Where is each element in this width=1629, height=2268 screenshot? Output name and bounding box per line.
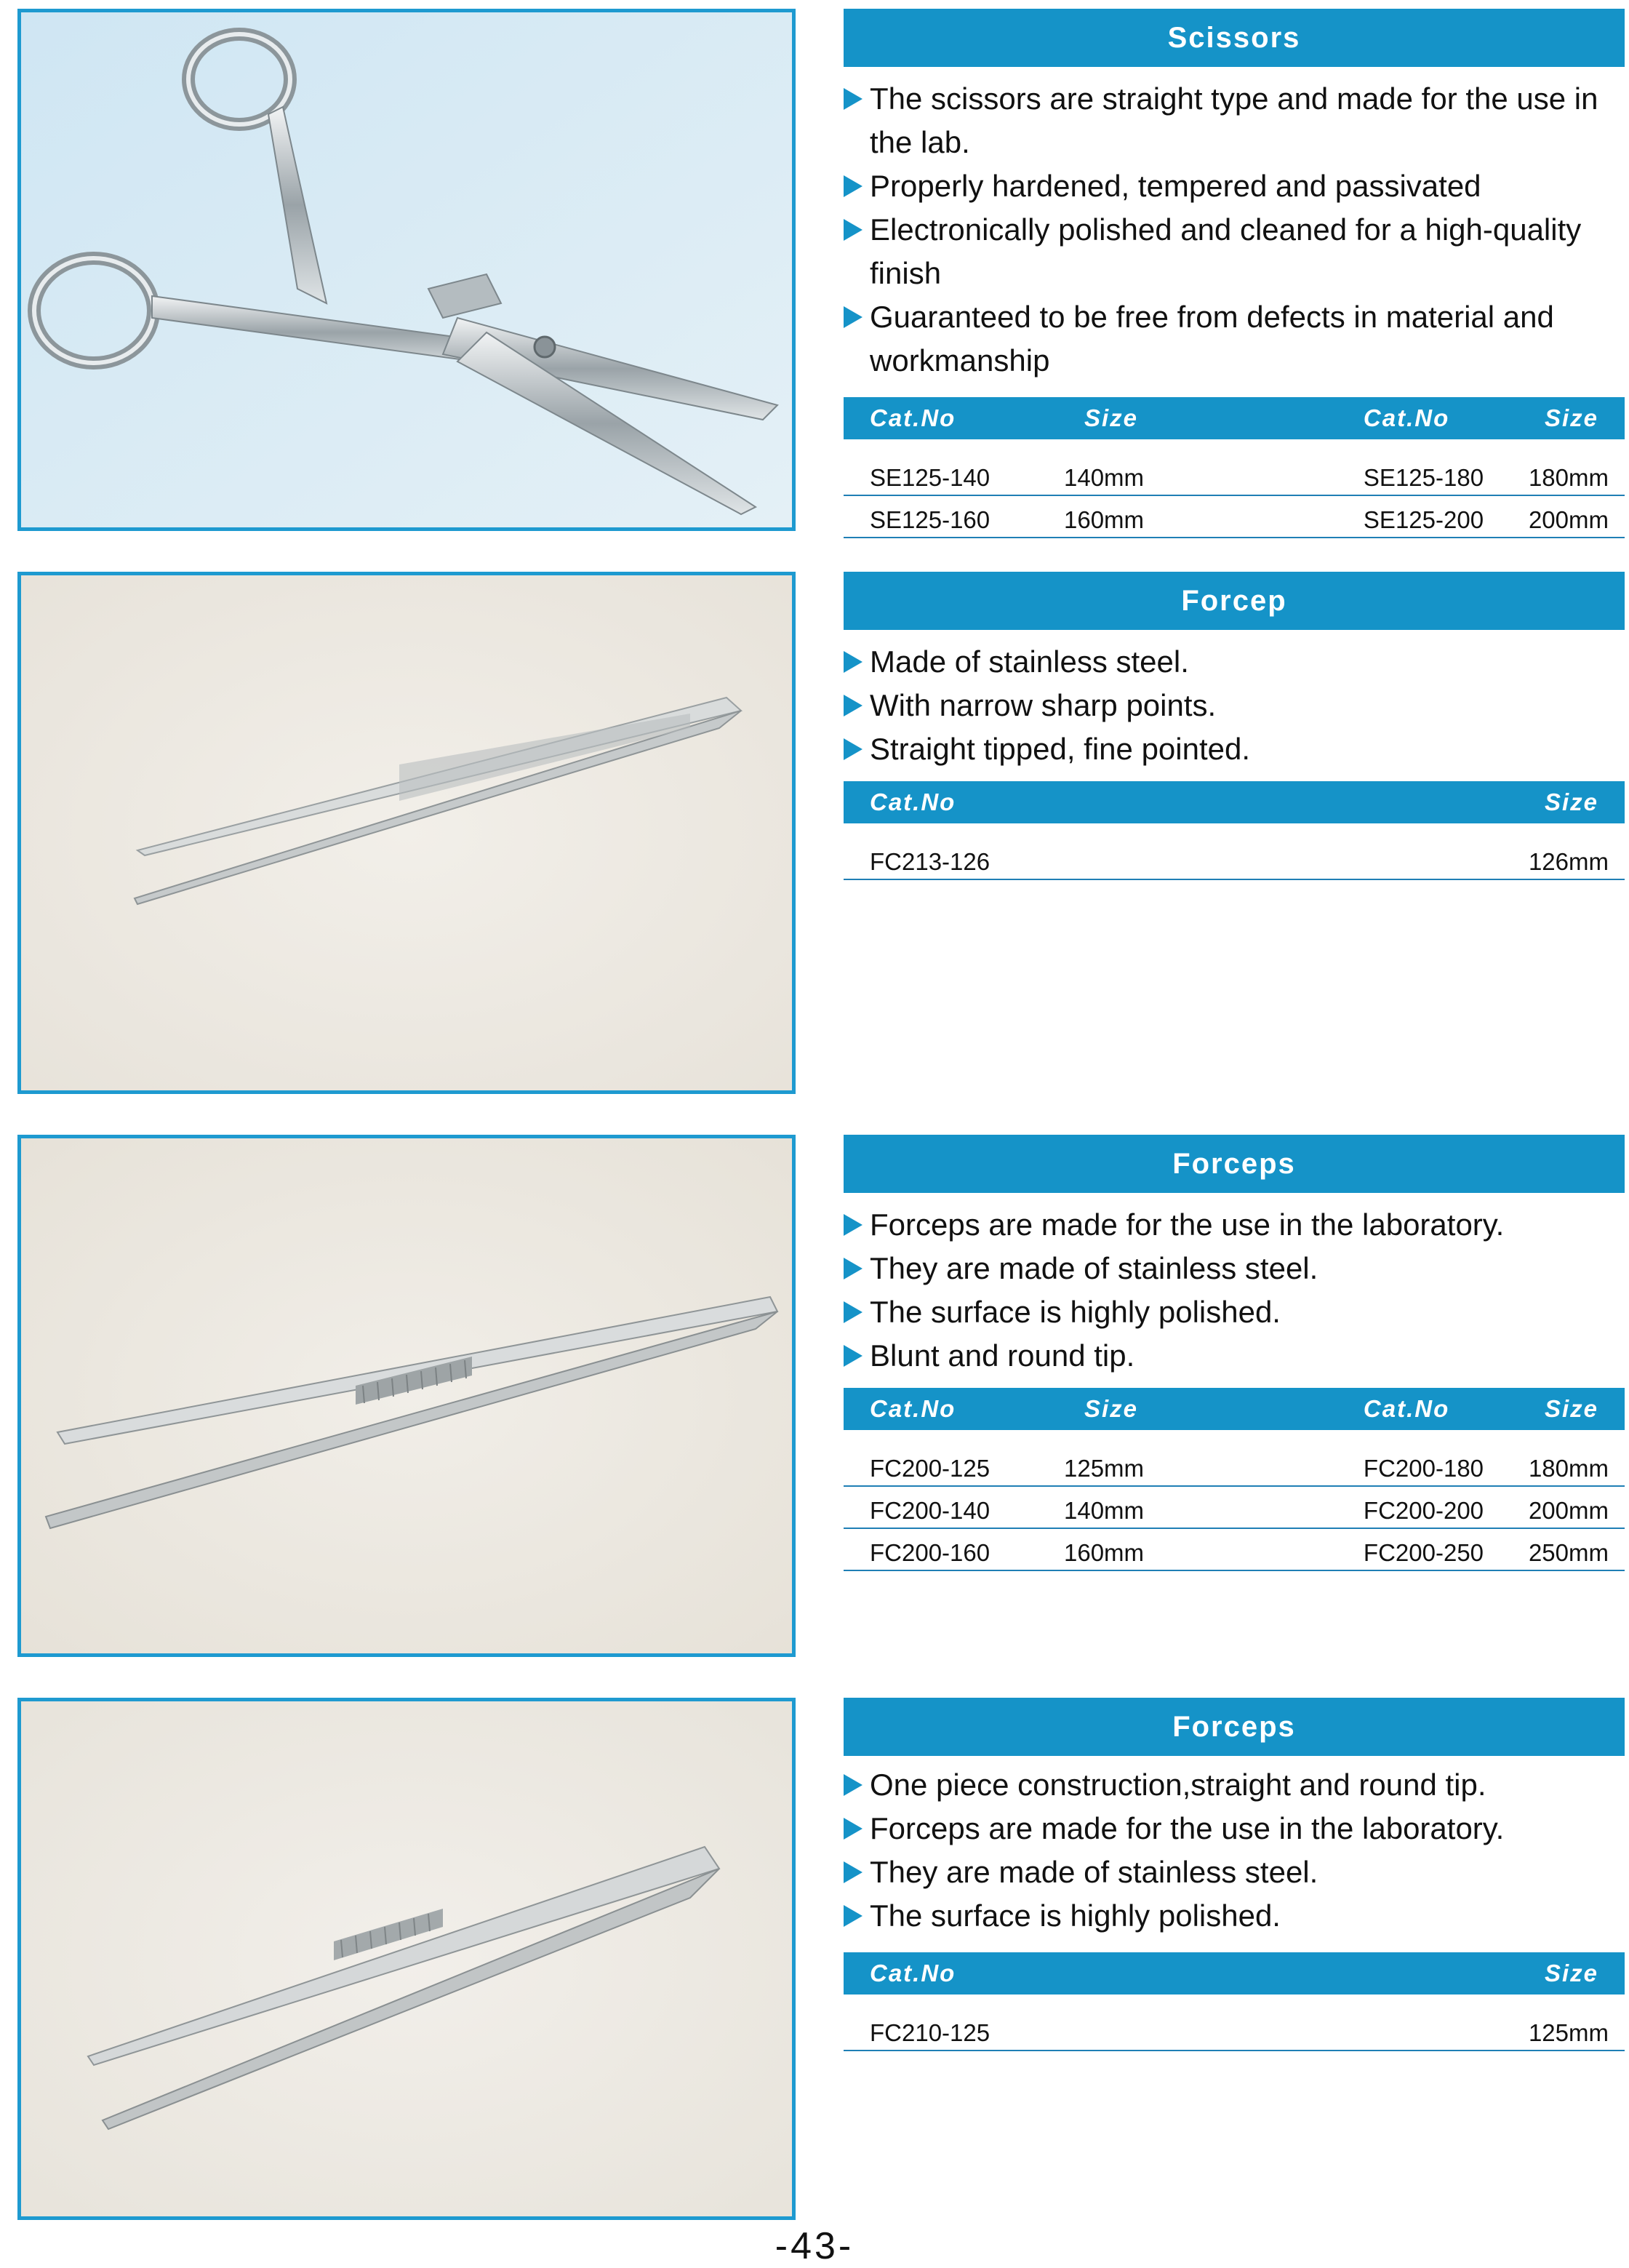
triangle-bullet-icon [844,1774,862,1796]
cell-cat-no: FC210-125 [844,1995,1315,2051]
feature-item: Blunt and round tip. [844,1334,1625,1378]
cell-cat-no: FC200-160 [844,1528,1035,1570]
triangle-bullet-icon [844,1214,862,1236]
triangle-bullet-icon [844,695,862,716]
table-header-row [844,1952,1625,1995]
cell-size: 140mm [1035,1486,1364,1528]
spec-table [844,1952,1625,2051]
column-header-size: Size [1529,1388,1625,1430]
cell-cat-no: SE125-200 [1364,495,1529,538]
triangle-bullet-icon [844,1345,862,1367]
forcep-info [844,572,1625,880]
column-header-cat-no: Cat.No [844,781,1315,823]
table-row [844,823,1625,879]
cell-cat-no: FC200-200 [1364,1486,1529,1528]
cell-size: 140mm [1035,439,1364,495]
feature-item: Guaranteed to be free from defects in material and workmanship [844,295,1625,383]
feature-item: Properly hardened, tempered and passivated [844,164,1625,208]
triangle-bullet-icon [844,1905,862,1927]
cell-cat-no: FC200-140 [844,1486,1035,1528]
cell-size: 200mm [1529,495,1625,538]
column-header-cat-no: Cat.No [1364,397,1529,439]
table-header-row [844,1388,1625,1430]
cell-cat-no: FC213-126 [844,823,1315,879]
triangle-bullet-icon [844,306,862,328]
triangle-bullet-icon [844,1258,862,1279]
product-title-forceps: Forceps [844,1135,1625,1193]
cell-cat-no: FC200-180 [1364,1430,1529,1486]
feature-item: One piece construction,straight and round tip. [844,1763,1625,1807]
triangle-bullet-icon [844,738,862,760]
cell-size: 180mm [1529,439,1625,495]
spec-table [844,1388,1625,1571]
table-row [844,1486,1625,1528]
feature-item: The surface is highly polished. [844,1290,1625,1334]
column-header-size: Size [1035,397,1364,439]
cell-size: 180mm [1529,1430,1625,1486]
triangle-bullet-icon [844,1818,862,1840]
feature-list [844,640,1625,771]
triangle-bullet-icon [844,1861,862,1883]
feature-list [844,1203,1625,1378]
table-row [844,439,1625,495]
cell-cat-no: FC200-250 [1364,1528,1529,1570]
column-header-cat-no: Cat.No [844,1952,1315,1995]
cell-size: 126mm [1315,823,1625,879]
product-title-forceps: Forceps [844,1698,1625,1756]
feature-item: They are made of stainless steel. [844,1247,1625,1290]
forceps-blunt-info [844,1135,1625,1571]
feature-item: Electronically polished and cleaned for a high-quality finish [844,208,1625,295]
triangle-bullet-icon [844,651,862,673]
feature-item: The surface is highly polished. [844,1894,1625,1938]
cell-size: 125mm [1035,1430,1364,1486]
cell-size: 250mm [1529,1528,1625,1570]
table-header-row [844,781,1625,823]
feature-item: With narrow sharp points. [844,684,1625,727]
forceps-one-piece-photo [17,1698,796,2220]
table-row [844,1995,1625,2051]
cell-cat-no: SE125-160 [844,495,1035,538]
triangle-bullet-icon [844,1301,862,1323]
feature-item: The scissors are straight type and made for the use in the lab. [844,77,1625,164]
table-header-row [844,397,1625,439]
column-header-size: Size [1035,1388,1364,1430]
triangle-bullet-icon [844,219,862,241]
page-number: -43- [775,2225,854,2267]
scissors-info [844,9,1625,538]
cell-size: 125mm [1315,1995,1625,2051]
product-title-forcep: Forcep [844,572,1625,630]
feature-list [844,77,1625,383]
feature-list [844,1763,1625,1938]
column-header-cat-no: Cat.No [844,1388,1035,1430]
column-header-size: Size [1529,397,1625,439]
table-row [844,1430,1625,1486]
table-row [844,495,1625,538]
forceps-blunt-photo [17,1135,796,1657]
cell-cat-no: FC200-125 [844,1430,1035,1486]
feature-item: Straight tipped, fine pointed. [844,727,1625,771]
cell-size: 200mm [1529,1486,1625,1528]
spec-table [844,397,1625,538]
column-header-cat-no: Cat.No [1364,1388,1529,1430]
feature-item: Forceps are made for the use in the laboratory. [844,1807,1625,1850]
column-header-size: Size [1315,1952,1625,1995]
scissors-photo [17,9,796,531]
cell-cat-no: SE125-140 [844,439,1035,495]
column-header-cat-no: Cat.No [844,397,1035,439]
triangle-bullet-icon [844,175,862,197]
forcep-photo [17,572,796,1094]
feature-item: They are made of stainless steel. [844,1850,1625,1894]
forceps-one-piece-info [844,1698,1625,2051]
spec-table [844,781,1625,880]
table-row [844,1528,1625,1570]
feature-item: Made of stainless steel. [844,640,1625,684]
cell-size: 160mm [1035,1528,1364,1570]
triangle-bullet-icon [844,88,862,110]
feature-item: Forceps are made for the use in the laboratory. [844,1203,1625,1247]
product-title-scissors: Scissors [844,9,1625,67]
column-header-size: Size [1315,781,1625,823]
cell-cat-no: SE125-180 [1364,439,1529,495]
cell-size: 160mm [1035,495,1364,538]
